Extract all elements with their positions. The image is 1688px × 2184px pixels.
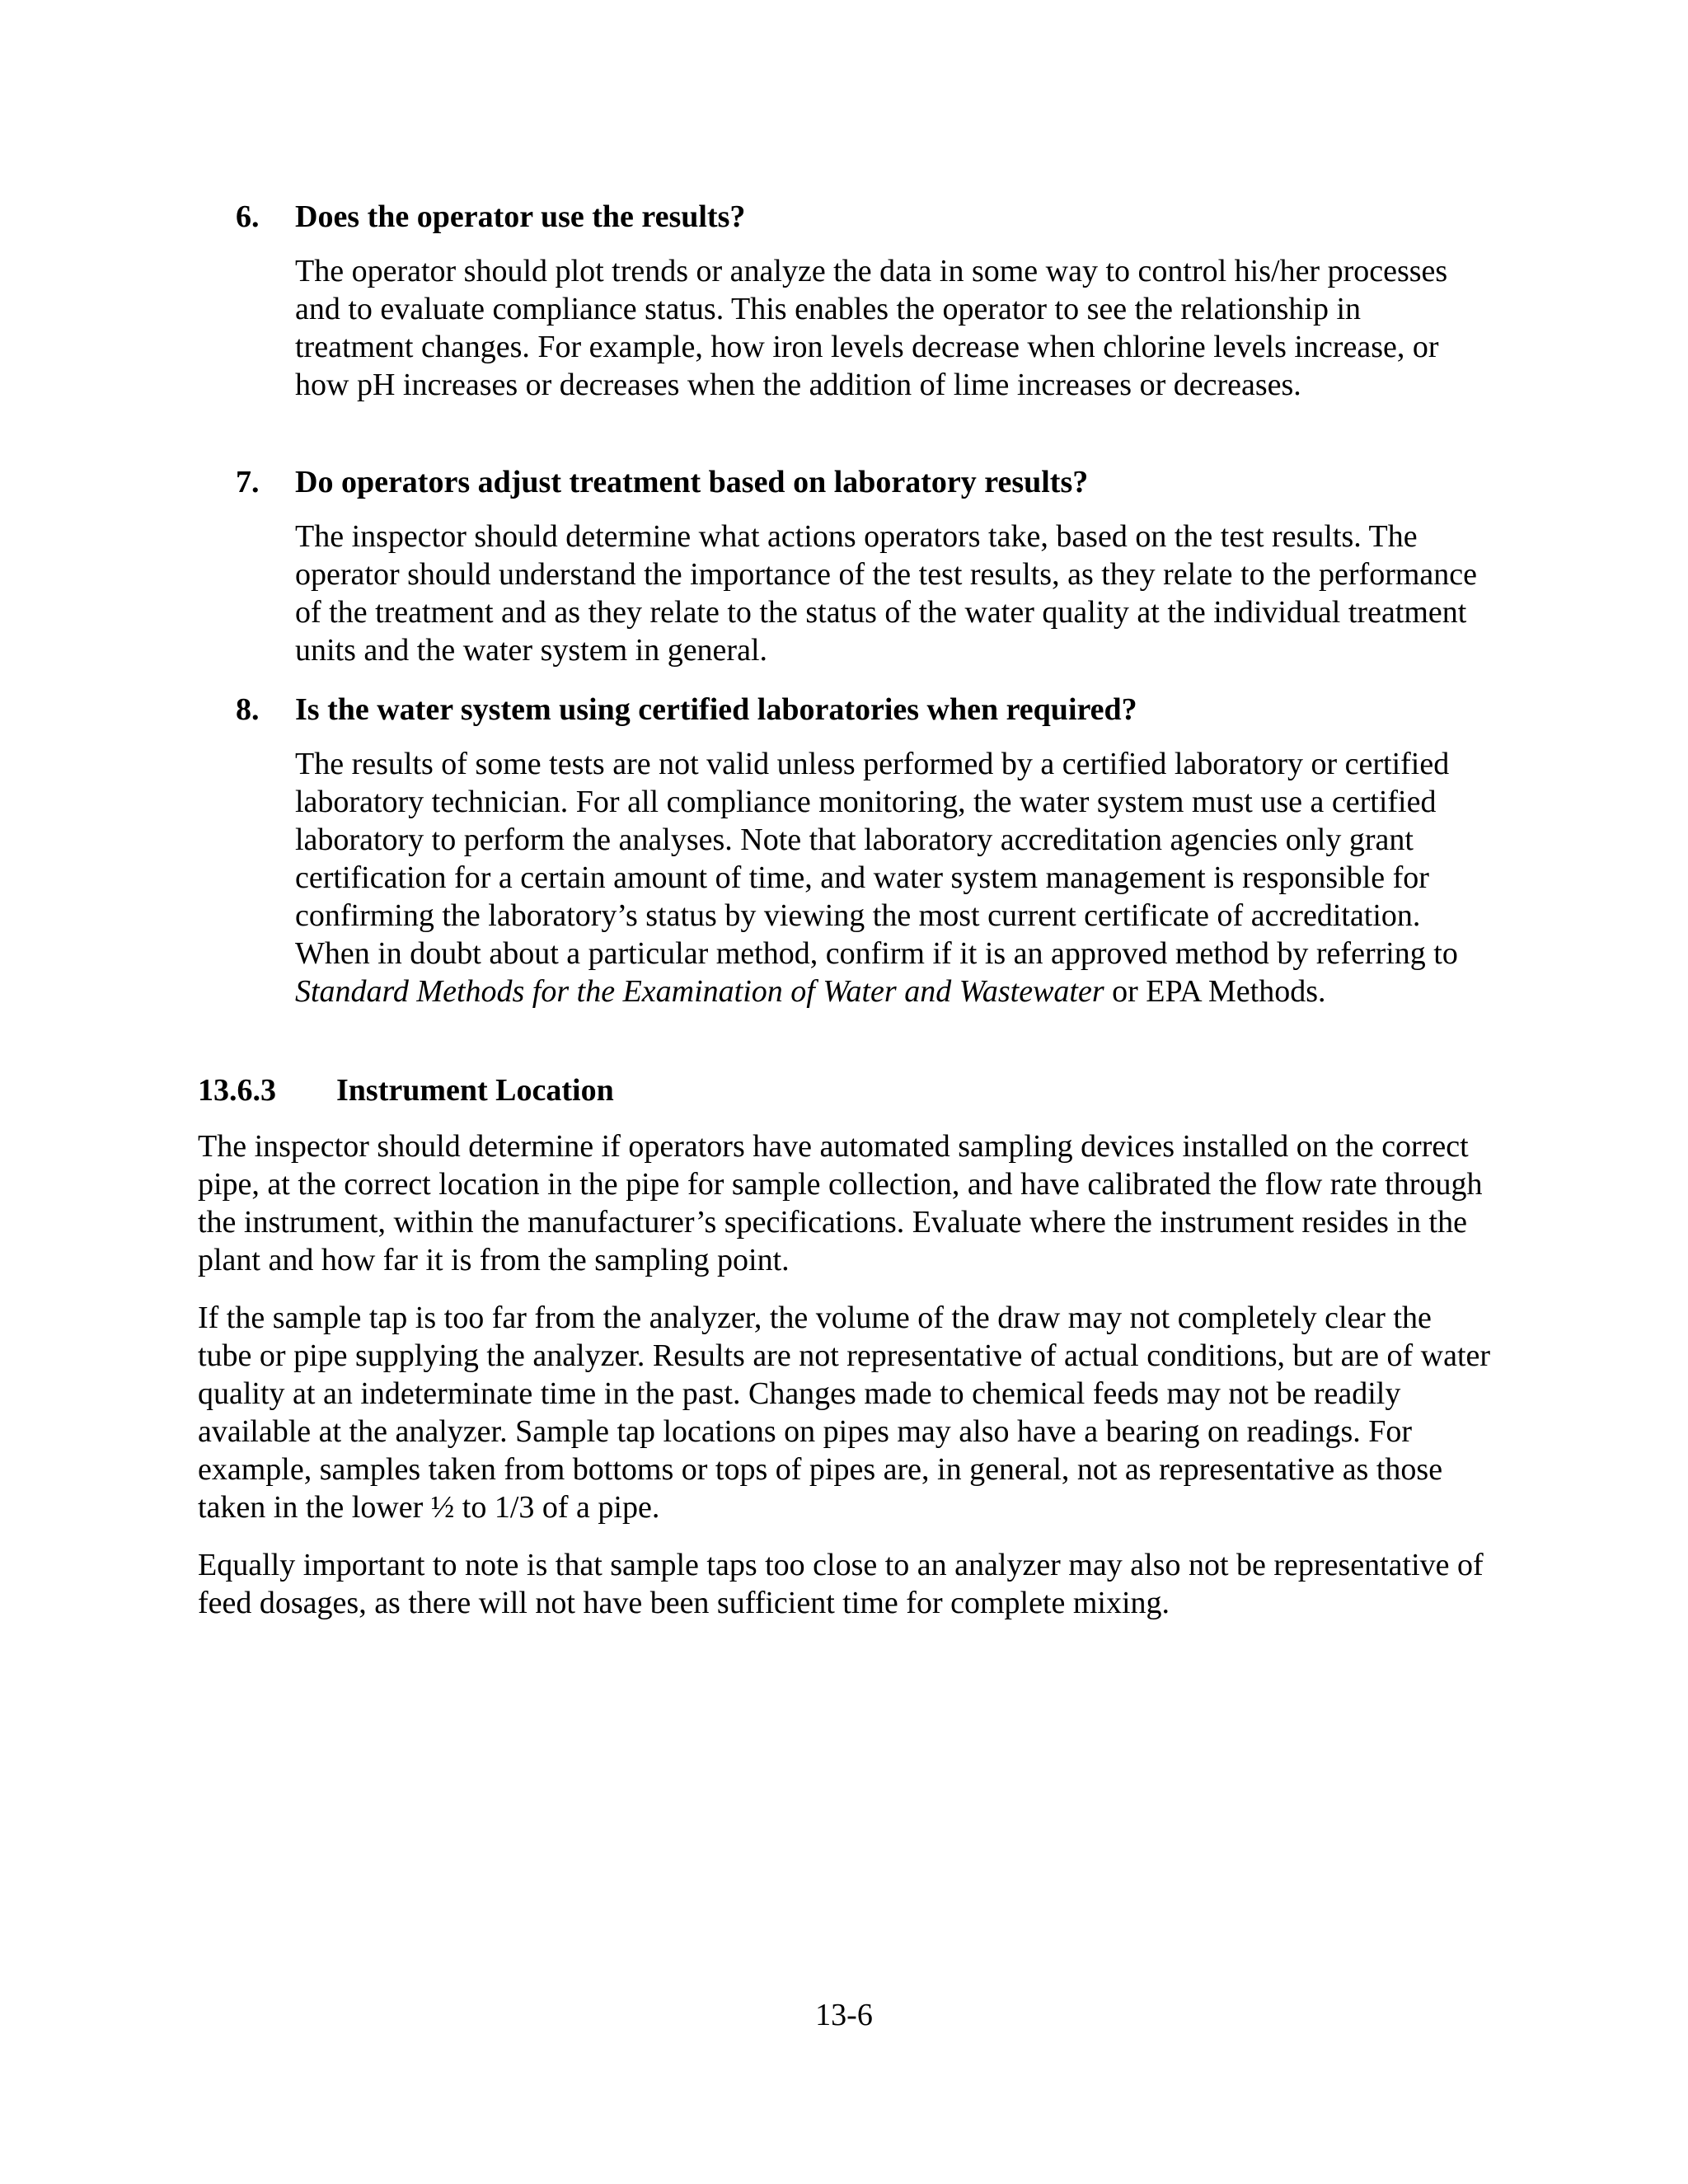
item-8-question-text: Is the water system using certified laboratories when required? xyxy=(295,692,1137,727)
paragraph-3: Equally important to note is that sample taps too close to an analyzer may also not be representative of feed dosages, as there will not have been sufficient time for complete mixing. xyxy=(198,1548,1484,1620)
item-7-question xyxy=(236,463,1489,501)
item-7-question-text: Do operators adjust treatment based on laboratory results? xyxy=(295,465,1089,499)
item-8-question xyxy=(236,691,1489,729)
page-number: 13-6 xyxy=(815,1998,873,2032)
item-7-number: 7. xyxy=(236,465,260,499)
item-8-number: 8. xyxy=(236,692,260,727)
section-heading xyxy=(198,1071,614,1109)
list-item-6 xyxy=(236,198,1489,404)
item-6-question xyxy=(236,198,1489,236)
item-8-answer-text: The results of some tests are not valid unless performed by a certified laboratory or certified laboratory technician. For all compliance monitoring, the water system must use a certified laboratory to perform the analyses. Note that laboratory accreditation agencies only grant certification for a certain amount of time, and water system management is responsible for confirming the laboratory’s status by viewing the most current certificate of accreditation. When in doubt about a particular method, confirm if it is an approved method by referring to xyxy=(295,747,1458,971)
section-number: 13.6.3 xyxy=(198,1073,276,1108)
item-7-answer: The inspector should determine what actions operators take, based on the test results. The operator should understand the importance of the test results, as they relate to the performance of the treatment and as they relate to the status of the water quality at the individual treatment units and the water system in general. xyxy=(295,519,1477,668)
list-item-7 xyxy=(236,463,1489,669)
item-8-answer-tail: or EPA Methods. xyxy=(1112,974,1326,1009)
paragraph-2: If the sample tap is too far from the analyzer, the volume of the draw may not completely clear the tube or pipe supplying the analyzer. Results are not representative of actual conditions, but are of water quality at an indeterminate time in the past. Changes made to chemical feeds may not be readily available at the analyzer. Sample tap locations on pipes may also have a bearing on readings. For example, samples taken from bottoms or tops of pipes are, in general, not as representative as those taken in the lower ½ to 1/3 of a pipe. xyxy=(198,1301,1491,1525)
item-8-reference-title: Standard Methods for the Examination of Water and Wastewater xyxy=(295,974,1104,1009)
item-8-answer xyxy=(295,745,1482,1010)
item-6-answer: The operator should plot trends or analyze the data in some way to control his/her processes and to evaluate compliance status. This enables the operator to see the relationship in treatment changes. For example, how iron levels decrease when chlorine levels increase, or how pH increases or decreases when the addition of lime increases or decreases. xyxy=(295,254,1448,402)
item-6-number: 6. xyxy=(236,199,260,234)
list-item-8 xyxy=(236,691,1489,1010)
paragraph-1: The inspector should determine if operators have automated sampling devices installed on the correct pipe, at the correct location in the pipe for sample collection, and have calibrated the flow rate through the instrument, within the manufacturer’s specifications. Evaluate where the instrument resides in the plant and how far it is from the sampling point. xyxy=(198,1129,1483,1277)
section-title: Instrument Location xyxy=(336,1073,614,1108)
item-6-question-text: Does the operator use the results? xyxy=(295,199,746,234)
